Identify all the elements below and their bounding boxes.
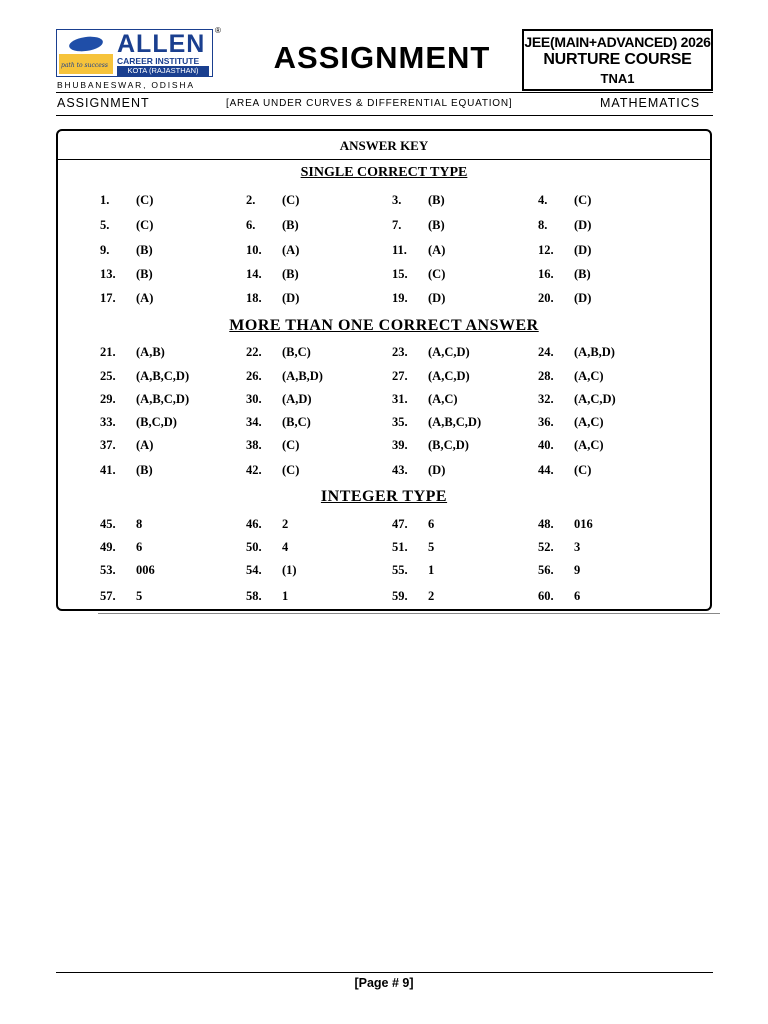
question-number: 54.	[246, 563, 262, 577]
footer-rule	[56, 972, 713, 973]
answer-value: 6	[428, 517, 435, 531]
answer-item	[392, 438, 469, 453]
answer-item	[246, 243, 299, 258]
answer-value: (B)	[136, 463, 153, 477]
answer-item	[246, 291, 299, 306]
allen-logo	[56, 29, 213, 77]
answer-value: (B)	[282, 218, 299, 232]
question-number: 59.	[392, 589, 408, 603]
question-number: 8.	[538, 218, 548, 232]
answer-value: 1	[282, 589, 289, 603]
question-number: 28.	[538, 369, 554, 383]
course-code: TNA1	[600, 71, 635, 86]
answer-value: (C)	[282, 463, 300, 477]
question-number: 21.	[100, 345, 116, 359]
answer-value: (D)	[574, 291, 592, 305]
logo-tagline: path to success	[61, 62, 108, 69]
answer-item	[392, 589, 434, 604]
answer-key-title: ANSWER KEY	[339, 138, 429, 153]
answer-item	[392, 463, 445, 478]
question-number: 38.	[246, 438, 262, 452]
answer-value: (A,B,D)	[574, 345, 615, 359]
question-number: 60.	[538, 589, 554, 603]
answer-item	[100, 415, 177, 430]
answer-value: 6	[136, 540, 143, 554]
question-number: 19.	[392, 291, 408, 305]
question-number: 50.	[246, 540, 262, 554]
answer-value: (B)	[136, 267, 153, 281]
answer-value: (B,C)	[282, 415, 311, 429]
course-exam: JEE(MAIN+ADVANCED) 2026	[524, 34, 711, 50]
answer-item	[538, 563, 580, 578]
answer-value: (B)	[282, 267, 299, 281]
question-number: 40.	[538, 438, 554, 452]
doc-type: ASSIGNMENT	[57, 96, 150, 110]
question-number: 36.	[538, 415, 554, 429]
answer-item	[538, 517, 593, 532]
question-number: 39.	[392, 438, 408, 452]
answer-value: (A)	[136, 291, 154, 305]
question-number: 15.	[392, 267, 408, 281]
answer-item	[100, 345, 165, 360]
answer-value: (C)	[136, 218, 154, 232]
answer-value: (A,D)	[282, 392, 312, 406]
answer-item	[392, 267, 445, 282]
question-number: 17.	[100, 291, 116, 305]
answer-value: (B,C,D)	[136, 415, 177, 429]
answer-value: 5	[136, 589, 143, 603]
page-number: [Page # 9]	[354, 976, 414, 990]
answer-value: 1	[428, 563, 435, 577]
answer-item	[100, 589, 142, 604]
answer-item	[100, 243, 153, 258]
answer-value: (A)	[282, 243, 300, 257]
header-rule-bottom	[56, 115, 713, 116]
question-number: 49.	[100, 540, 116, 554]
question-number: 23.	[392, 345, 408, 359]
question-number: 53.	[100, 563, 116, 577]
answer-value: (A,B,C,D)	[428, 415, 482, 429]
question-number: 42.	[246, 463, 262, 477]
answer-value: (B)	[428, 218, 445, 232]
question-number: 10.	[246, 243, 262, 257]
question-number: 55.	[392, 563, 408, 577]
question-number: 57.	[100, 589, 116, 603]
question-number: 12.	[538, 243, 554, 257]
answer-item	[392, 517, 434, 532]
answer-value: (D)	[574, 218, 592, 232]
answer-item	[538, 589, 580, 604]
question-number: 16.	[538, 267, 554, 281]
question-number: 48.	[538, 517, 554, 531]
answer-value: (D)	[574, 243, 592, 257]
question-number: 7.	[392, 218, 402, 232]
question-number: 37.	[100, 438, 116, 452]
answer-item	[246, 463, 299, 478]
answer-item	[100, 517, 142, 532]
answer-item	[538, 369, 604, 384]
question-number: 56.	[538, 563, 554, 577]
answer-item	[246, 369, 323, 384]
answer-value: (A,C)	[574, 369, 604, 383]
answer-item	[100, 438, 153, 453]
answer-value: (A,B,C,D)	[136, 369, 190, 383]
answer-value: (B,C)	[282, 345, 311, 359]
question-number: 18.	[246, 291, 262, 305]
question-number: 30.	[246, 392, 262, 406]
question-number: 22.	[246, 345, 262, 359]
answer-item	[392, 291, 445, 306]
question-number: 29.	[100, 392, 116, 406]
answer-item	[538, 540, 580, 555]
answer-item	[392, 369, 470, 384]
institute-location: BHUBANESWAR, ODISHA	[57, 80, 195, 90]
question-number: 58.	[246, 589, 262, 603]
course-box	[522, 29, 713, 91]
answer-item	[392, 345, 470, 360]
answer-item	[538, 193, 591, 208]
answer-item	[100, 193, 153, 208]
question-number: 34.	[246, 415, 262, 429]
answer-value: (A,B,C,D)	[136, 392, 190, 406]
question-number: 20.	[538, 291, 554, 305]
answer-item	[392, 218, 445, 233]
answer-value: (B)	[136, 243, 153, 257]
answer-item	[100, 540, 142, 555]
answer-item	[392, 193, 445, 208]
answer-item	[246, 267, 299, 282]
section-title: INTEGER TYPE	[320, 488, 448, 505]
answer-value: 2	[282, 517, 289, 531]
question-number: 9.	[100, 243, 110, 257]
question-number: 14.	[246, 267, 262, 281]
question-number: 5.	[100, 218, 110, 232]
answer-value: (A,B,D)	[282, 369, 323, 383]
answer-value: (B)	[574, 267, 591, 281]
answer-item	[538, 463, 591, 478]
question-number: 43.	[392, 463, 408, 477]
answer-item	[100, 392, 189, 407]
answer-item	[538, 243, 591, 258]
answer-item	[538, 291, 591, 306]
answer-item	[538, 392, 616, 407]
answer-value: (A,C)	[574, 438, 604, 452]
answer-value: 8	[136, 517, 143, 531]
answer-item	[100, 267, 153, 282]
answer-value: (C)	[136, 193, 154, 207]
answer-value: 016	[574, 517, 593, 531]
answer-item	[538, 267, 591, 282]
answer-item	[100, 369, 189, 384]
answer-value: (1)	[282, 563, 297, 577]
answer-value: (A,B)	[136, 345, 165, 359]
answer-value: 006	[136, 563, 155, 577]
course-name: NURTURE COURSE	[543, 51, 692, 68]
answer-item	[246, 540, 288, 555]
answer-value: (A,C)	[574, 415, 604, 429]
answer-key-box	[56, 129, 712, 611]
answer-value: (A)	[136, 438, 154, 452]
answer-item	[246, 589, 288, 604]
answer-item	[392, 243, 445, 258]
answer-value: (D)	[428, 291, 446, 305]
answer-value: (C)	[282, 193, 300, 207]
answer-key-rule	[58, 159, 710, 160]
answer-value: (D)	[282, 291, 300, 305]
answer-item	[392, 415, 481, 430]
answer-item	[100, 291, 153, 306]
question-number: 3.	[392, 193, 402, 207]
logo-emblem	[59, 32, 113, 74]
section-title: SINGLE CORRECT TYPE	[300, 165, 468, 180]
logo-wordmark: ALLEN	[117, 30, 206, 58]
question-number: 1.	[100, 193, 110, 207]
page-title: ASSIGNMENT	[273, 40, 491, 75]
question-number: 44.	[538, 463, 554, 477]
logo-kota: KOTA (RAJASTHAN)	[117, 66, 209, 76]
answer-item	[392, 563, 434, 578]
answer-value: (A,C)	[428, 392, 458, 406]
answer-value: 4	[282, 540, 289, 554]
answer-value: (A,C,D)	[574, 392, 616, 406]
question-number: 11.	[392, 243, 407, 257]
question-number: 46.	[246, 517, 262, 531]
answer-value: 9	[574, 563, 581, 577]
subject: MATHEMATICS	[600, 96, 701, 110]
answer-item	[246, 517, 288, 532]
answer-item	[392, 540, 434, 555]
answer-value: 3	[574, 540, 581, 554]
answer-item	[246, 563, 297, 578]
answer-value: (A,C,D)	[428, 345, 470, 359]
question-number: 33.	[100, 415, 116, 429]
logo-subtitle: CAREER INSTITUTE	[117, 56, 200, 66]
section-end-rule	[98, 613, 720, 614]
answer-item	[100, 218, 153, 233]
question-number: 25.	[100, 369, 116, 383]
answer-item	[538, 438, 604, 453]
answer-value: (A)	[428, 243, 446, 257]
question-number: 52.	[538, 540, 554, 554]
answer-item	[538, 218, 591, 233]
question-number: 13.	[100, 267, 116, 281]
section-title: MORE THAN ONE CORRECT ANSWER	[229, 317, 539, 334]
question-number: 6.	[246, 218, 256, 232]
answer-value: (C)	[428, 267, 446, 281]
answer-item	[246, 345, 311, 360]
question-number: 24.	[538, 345, 554, 359]
question-number: 32.	[538, 392, 554, 406]
answer-value: (C)	[282, 438, 300, 452]
answer-item	[392, 392, 458, 407]
answer-item	[538, 345, 615, 360]
answer-value: (C)	[574, 463, 592, 477]
answer-value: (D)	[428, 463, 446, 477]
question-number: 47.	[392, 517, 408, 531]
answer-value: (B,C,D)	[428, 438, 469, 452]
question-number: 41.	[100, 463, 116, 477]
answer-value: 5	[428, 540, 435, 554]
answer-value: 6	[574, 589, 581, 603]
registered-mark: ®	[215, 26, 221, 35]
answer-item	[100, 463, 153, 478]
answer-value: (C)	[574, 193, 592, 207]
question-number: 35.	[392, 415, 408, 429]
question-number: 2.	[246, 193, 256, 207]
question-number: 45.	[100, 517, 116, 531]
topic: [AREA UNDER CURVES & DIFFERENTIAL EQUATION]	[226, 98, 513, 109]
answer-item	[246, 193, 299, 208]
answer-item	[538, 415, 604, 430]
answer-value: 2	[428, 589, 435, 603]
answer-item	[246, 438, 299, 453]
answer-item	[246, 415, 311, 430]
answer-item	[246, 218, 299, 233]
header-rule-top	[56, 92, 713, 93]
answer-value: (A,C,D)	[428, 369, 470, 383]
answer-value: (B)	[428, 193, 445, 207]
question-number: 26.	[246, 369, 262, 383]
answer-item	[246, 392, 312, 407]
question-number: 4.	[538, 193, 548, 207]
question-number: 27.	[392, 369, 408, 383]
question-number: 51.	[392, 540, 408, 554]
answer-item	[100, 563, 155, 578]
question-number: 31.	[392, 392, 408, 406]
